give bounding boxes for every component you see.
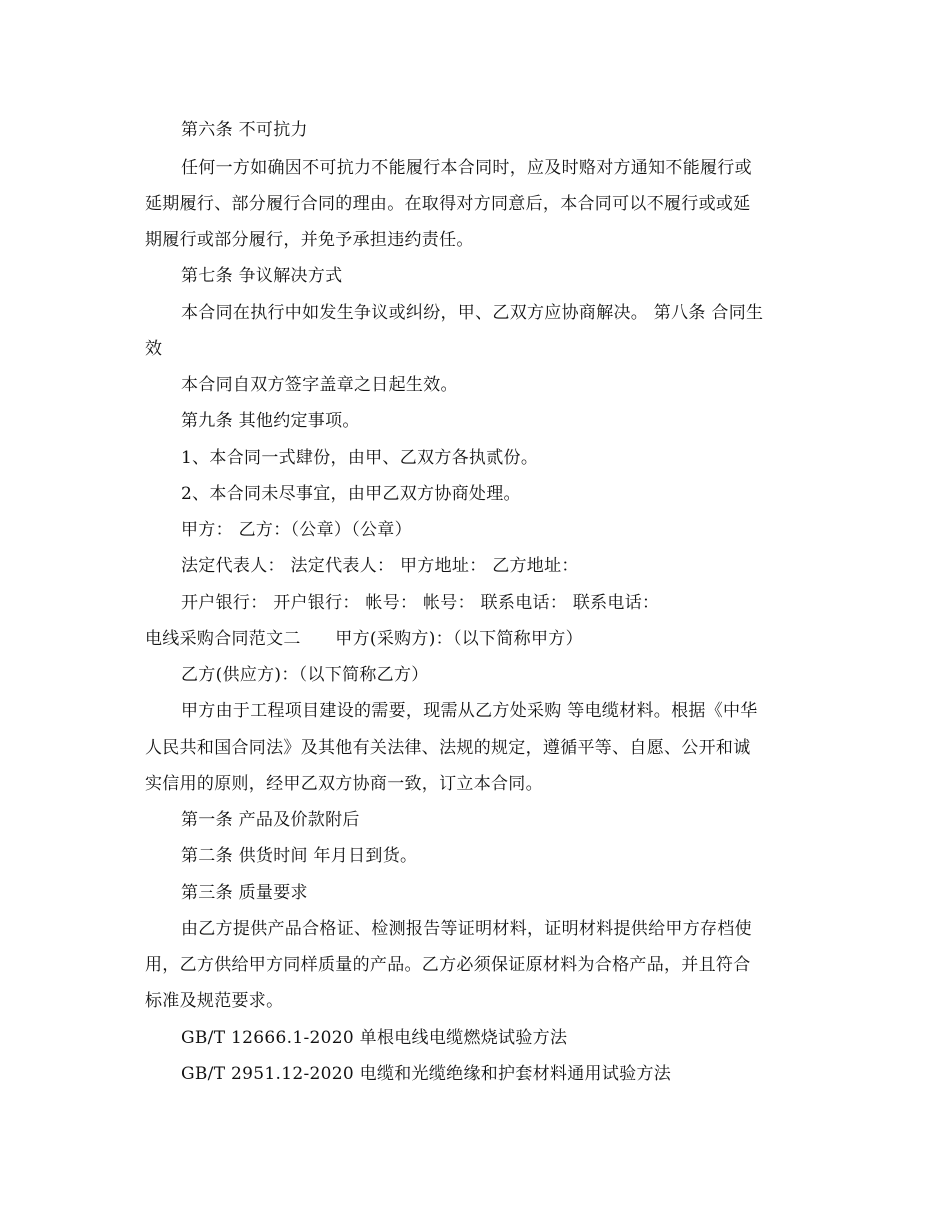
paragraph-line: 期履行或部分履行，并免予承担违约责任。 xyxy=(145,230,474,250)
standard-reference: GB/T 12666.1-2020 单根电线电缆燃烧试验方法 xyxy=(181,1028,568,1048)
paragraph-line: 标准及规范要求。 xyxy=(145,991,284,1011)
paragraph-line: 由乙方提供产品合格证、检测报告等证明材料，证明材料提供给甲方存档使 xyxy=(181,919,752,939)
standard-reference: GB/T 2951.12-2020 电缆和光缆绝缘和护套材料通用试验方法 xyxy=(181,1064,672,1084)
list-item: 2、本合同未尽事宜，由甲乙双方协商处理。 xyxy=(181,484,521,504)
paragraph-line: 延期履行、部分履行合同的理由。在取得对方同意后，本合同可以不履行或或延 xyxy=(145,194,751,214)
paragraph-line: 用，乙方供给甲方同样质量的产品。乙方必须保证原材料为合格产品，并且符合 xyxy=(145,955,751,975)
second-contract-title: 电线采购合同范文二 甲方(采购方)：（以下简称甲方） xyxy=(145,629,583,649)
article-2-heading: 第二条 供货时间 年月日到货。 xyxy=(181,846,418,866)
article-3-heading: 第三条 质量要求 xyxy=(181,883,308,903)
bank-account-phone-line: 开户银行： 开户银行： 帐号： 帐号： 联系电话： 联系电话： xyxy=(181,593,660,613)
article-9-heading: 第九条 其他约定事项。 xyxy=(181,411,360,431)
article-1-heading: 第一条 产品及价款附后 xyxy=(181,810,360,830)
paragraph-line: 本合同自双方签字盖章之日起生效。 xyxy=(181,375,458,395)
article-6-heading: 第六条 不可抗力 xyxy=(181,120,308,140)
party-b-line: 乙方(供应方)：（以下简称乙方） xyxy=(181,665,429,685)
article-7-heading: 第七条 争议解决方式 xyxy=(181,266,343,286)
paragraph-line: 本合同在执行中如发生争议或纠纷，甲、乙双方应协商解决。 第八条 合同生 xyxy=(181,303,764,323)
list-item: 1、本合同一式肆份，由甲、乙双方各执贰份。 xyxy=(181,448,539,468)
paragraph-line: 人民共和国合同法》及其他有关法律、法规的规定，遵循平等、自愿、公开和诚 xyxy=(145,738,751,758)
paragraph-line: 效 xyxy=(145,339,163,359)
signature-parties-line: 甲方： 乙方：（公章）（公章） xyxy=(181,520,412,540)
paragraph-line: 实信用的原则，经甲乙双方协商一致，订立本合同。 xyxy=(145,774,543,794)
paragraph-line: 任何一方如确因不可抗力不能履行本合同时，应及时赂对方通知不能履行或 xyxy=(181,158,752,178)
representative-address-line: 法定代表人： 法定代表人： 甲方地址： 乙方地址： xyxy=(181,556,579,576)
paragraph-line: 甲方由于工程项目建设的需要，现需从乙方处采购 等电缆材料。根据《中华 xyxy=(181,701,758,721)
